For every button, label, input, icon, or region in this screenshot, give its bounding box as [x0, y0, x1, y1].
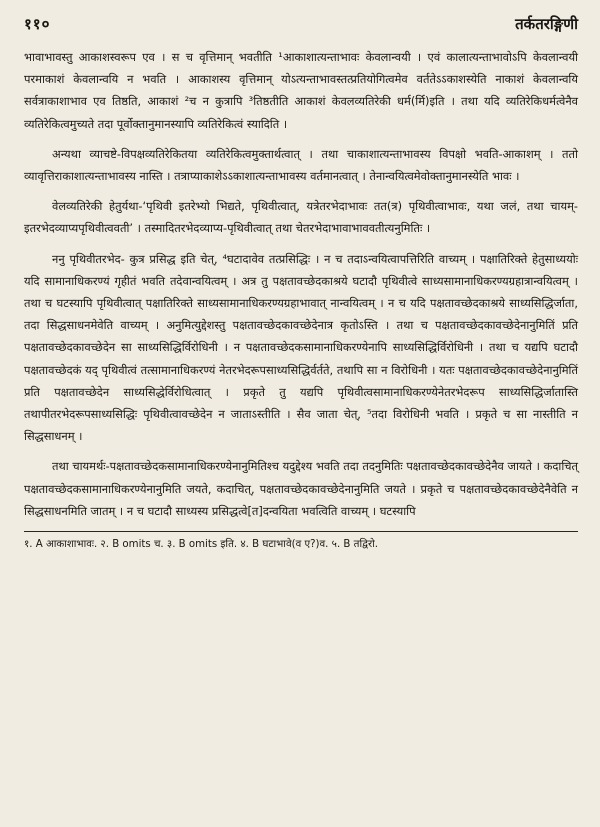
body-text [24, 46, 578, 522]
paragraph-4: ननु पृथिवीतरभेद- कुत्र प्रसिद्ध इति चेत्, ⁴घटादावेव तत्प्रसिद्धिः । न च तदाऽन्वयित्वापत्तिरिति वाच्यम् । पक्षातिरिक्ते हेतुसाध्ययोः यदि सामानाधिकरण्यं गृहीतं भवति तदेवान्वयित्वम् । अत्र तु पक्षतावच्छेदकाश्रये घटादौ पृथिवीत्वे साध्यसामानाधिकरण्यग्रहात्रान्वयित्वम् । तथा च घटस्यापि पृथिवीत्वात् पक्षातिरिक्ते साध्यसामानाधिकरण्यग्रहाभावात् नान्वयित्वम् । न च यदि पक्षतावच्छेदकाश्रये साध्यसिद्धिर्जाता, तदा सिद्धसाधनमेवेति वाच्यम् । अनुमित्युद्देशस्तु पक्षतावच्छेदकावच्छेदेनात्र कृतोऽस्ति । तथा च पक्षतावच्छेदकावच्छेदेनानुमितिं प्रति पक्षतावच्छेदकावच्छेदेन सा साध्यसिद्धिर्विरोधिनी । न पक्षतावच्छेदकसामानाधिकरण्येनापि साध्यसिद्धिर्विरोधिनी । तथा च यद्यपि घटादौ पक्षतावच्छेदकं यद् पृथिवीत्वं तत्सामानाधिकरण्यं नेतरभेदरूपसाध्यसिद्धिर्वर्तते, तथापि सा न विरोधिनी । यतः पक्षतावच्छेदकावच्छेदेनानुमितिं प्रति पक्षतावच्छेदेन साध्यसिद्धेर्विरोधित्वात् । प्रकृते तु यद्यपि पृथिवीत्वसामानाधिकरण्येनेतरभेदरूप साध्यसिद्धिर्जातास्ति तथापीतरभेदरूपसाध्यसिद्धिः पृथिवीत्वावच्छेदेन न जाताऽस्तीति । सैव जाता चेत्, ⁵तदा विरोधिनी भवति । प्रकृते च सा नास्तीति न सिद्धसाधनम् । [24, 251, 578, 444]
page-number: ११० [24, 15, 51, 33]
footnote-divider [24, 531, 578, 532]
running-title: तर्कतरङ्गिणी [515, 15, 578, 33]
page-header [24, 14, 578, 46]
footnotes: १. A आकाशाभावः. २. B omits च. ३. B omits इति. ४. B घटाभावे(व ए?)व. ५. B तद्विरो. [24, 539, 378, 551]
paragraph-1: भावाभावस्तु आकाशस्वरूप एव । स च वृत्तिमान् भवतीति ¹आकाशात्यन्ताभावः केवलान्वयी । एवं कालात्यन्ताभावोऽपि केवलान्वयी परमाकाशं केवलान्वयि न भवति । आकाशस्य वृत्तिमान् योऽत्यन्ताभावस्तत्प्रतियोगित्वमेव वर्तते‍ऽऽकाशस्येति नाकाशं केवलान्वयि सर्वत्राकाशाभाव एव तिष्ठति, आकाशं ²च न कुत्रापि ³तिष्ठतीति आकाशं केवलव्यतिरेकी धर्म(र्मि)इति । तथा यदि व्यतिरेकिधर्मत्वेनैव व्यतिरेकित्वमुच्यते तदा पूर्वोक्तानुमानस्यापि व्यतिरेकित्वं स्यादिति । [24, 50, 578, 131]
paragraph-2: अन्यथा व्याचष्टे-विपक्षव्यतिरेकितया व्यतिरेकित्वमुक्तार्थत्वात् । तथा चाकाशात्यन्ताभावस्य विपक्षो भवति-आकाशम् । ततो व्यावृत्तिराकाशात्यन्ताभावस्य नास्ति । तत्राप्याकाशेऽऽकाशात्यन्ताभावस्य वर्तमानत्वात् । तेनान्वयित्वमेवोक्तानुमानस्येति भावः । [24, 146, 578, 184]
paragraph-3: वेलव्यतिरेकी हेतुर्यथा-‘पृथिवी इतरेभ्यो भिद्यते, पृथिवीत्वात्, यत्रेतरभेदाभावः तत(त्र) पृथिवीत्वाभावः, यथा जलं, तथा चायम्-इतरभेदव्याप्यपृथिवीत्ववती’ । तस्मादितरभेदव्याप्य-पृथिवीत्वात् तथा चेतरभेदाभावाभाववतीत्यनुमितिः । [24, 199, 578, 236]
paragraph-5: तथा चायमर्थः-पक्षतावच्छेदकसामानाधिकरण्येनानुमितिश्च यदुद्देश्य भवति तदा तदनुमितिः पक्षतावच्छेदकावच्छेदेनैव जायते । कदाचित् पक्षतावच्छेदकसामानाधिकरण्येनानुमिति जयते, कदाचित्, पक्षतावच्छेदकावच्छेदेनानुमिति जयते । प्रकृते च पक्षतावच्छेदकावच्छेदेनैवेति न सिद्धसाधनमिति जातम् । न च घटादौ साध्यस्य प्रसिद्धत्वे[त]दन्वयिता भवत्विति वाच्यम् । घटस्यापि [24, 459, 578, 518]
